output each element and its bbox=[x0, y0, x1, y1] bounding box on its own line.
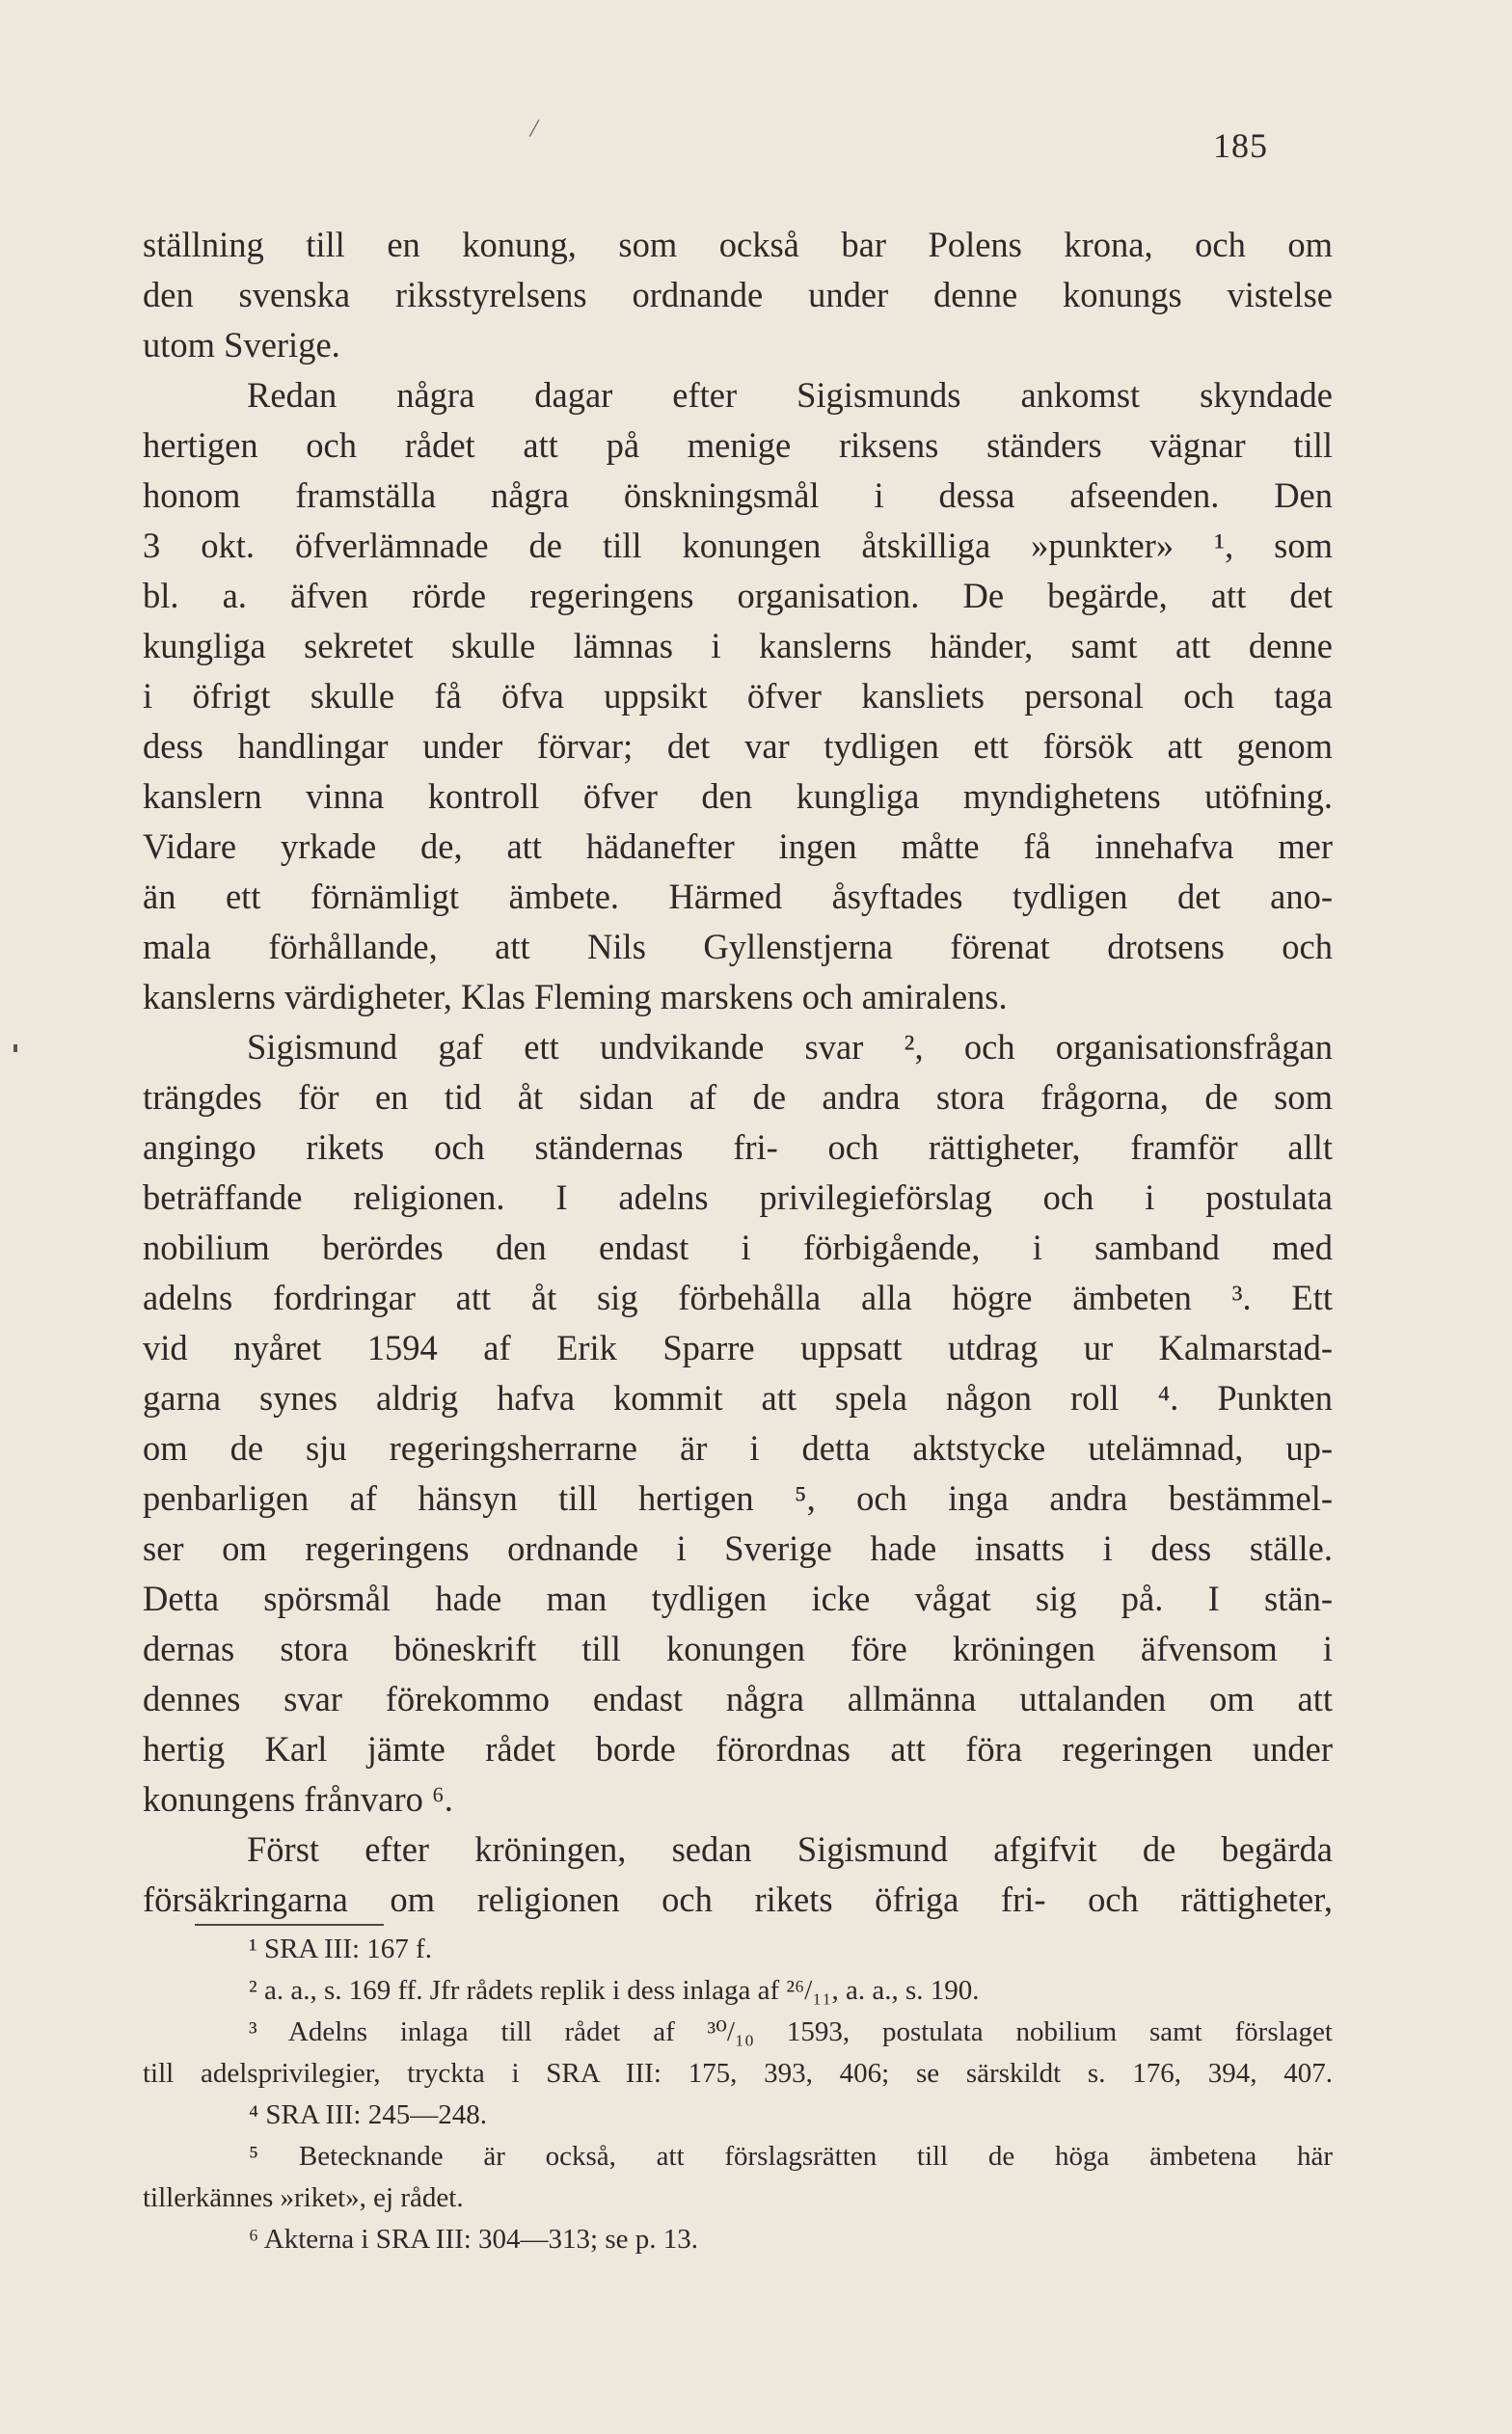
text-line: trängdes för en tid åt sidan af de andra stora frågorna, de som bbox=[143, 1077, 1333, 1117]
text-line: honom framställa några önskningsmål i dessa afseenden. Den bbox=[143, 475, 1333, 515]
text-line: hertig Karl jämte rådet borde förordnas att föra regeringen under bbox=[143, 1729, 1333, 1769]
footnote-line: tillerkännes »riket», ej rådet. bbox=[143, 2182, 464, 2213]
pencil-mark: / bbox=[527, 113, 541, 145]
text-line: mala förhållande, att Nils Gyllenstjerna förenat drotsens och bbox=[143, 927, 1333, 966]
footnote-rule bbox=[195, 1924, 384, 1926]
footnote-line: ³ Adelns inlaga till rådet af ³⁰/₁₀ 1593, postulata nobilium samt förslaget bbox=[249, 2016, 1333, 2047]
text-line: 3 okt. öfverlämnade de till konungen åtskilliga »punkter» ¹, som bbox=[143, 526, 1333, 565]
text-line: adelns fordringar att åt sig förbehålla alla högre ämbeten ³. Ett bbox=[143, 1278, 1333, 1317]
text-line: om de sju regeringsherrarne är i detta aktstycke utelämnad, up- bbox=[143, 1428, 1333, 1468]
text-line: kungliga sekretet skulle lämnas i kanslerns händer, samt att denne bbox=[143, 626, 1333, 665]
body-text bbox=[143, 220, 1333, 1925]
text-line: Sigismund gaf ett undvikande svar ², och organisationsfrågan bbox=[247, 1027, 1333, 1067]
text-line: Redan några dagar efter Sigismunds ankomst skyndade bbox=[247, 375, 1333, 415]
text-line: vid nyåret 1594 af Erik Sparre uppsatt utdrag ur Kalmarstad- bbox=[143, 1328, 1333, 1367]
text-line: Vidare yrkade de, att hädanefter ingen måtte få innehafva mer bbox=[143, 826, 1333, 866]
text-line: Detta spörsmål hade man tydligen icke vågat sig på. I stän- bbox=[143, 1579, 1333, 1618]
text-line: kanslern vinna kontroll öfver den kungliga myndighetens utöfning. bbox=[143, 776, 1333, 816]
text-line: än ett förnämligt ämbete. Härmed åsyftades tydligen det ano- bbox=[143, 877, 1333, 916]
text-line: angingo rikets och ständernas fri- och rättigheter, framför allt bbox=[143, 1127, 1333, 1167]
text-line: penbarligen af hänsyn till hertigen ⁵, och inga andra bestämmel- bbox=[143, 1478, 1333, 1518]
text-line: konungens frånvaro ⁶. bbox=[143, 1779, 453, 1819]
margin-speck bbox=[14, 1044, 17, 1052]
text-line: bl. a. äfven rörde regeringens organisation. De begärde, att det bbox=[143, 576, 1333, 615]
text-line: beträffande religionen. I adelns privilegieförslag och i postulata bbox=[143, 1177, 1333, 1217]
text-line: dernas stora böneskrift till konungen före kröningen äfvensom i bbox=[143, 1629, 1333, 1668]
text-line: den svenska riksstyrelsens ordnande under denne konungs vistelse bbox=[143, 275, 1333, 314]
footnotes bbox=[143, 1929, 1333, 2260]
text-line: ser om regeringens ordnande i Sverige hade insatts i dess ställe. bbox=[143, 1528, 1333, 1568]
text-line: utom Sverige. bbox=[143, 325, 340, 365]
footnote-line: ¹ SRA III: 167 f. bbox=[249, 1934, 432, 1964]
text-line: i öfrigt skulle få öfva uppsikt öfver kansliets personal och taga bbox=[143, 676, 1333, 716]
text-line: försäkringarna om religionen och rikets öfriga fri- och rättigheter, bbox=[143, 1880, 1333, 1919]
text-line: garna synes aldrig hafva kommit att spela någon roll ⁴. Punkten bbox=[143, 1378, 1333, 1418]
footnote-line: ⁶ Akterna i SRA III: 304—313; se p. 13. bbox=[249, 2224, 699, 2255]
text-line: dennes svar förekommo endast några allmänna uttalanden om att bbox=[143, 1679, 1333, 1718]
footnote-line: till adelsprivilegier, tryckta i SRA III: 175, 393, 406; se särskildt s. 176, 394, 407. bbox=[143, 2058, 1333, 2089]
text-line: kanslerns värdigheter, Klas Fleming marskens och amiralens. bbox=[143, 977, 1008, 1016]
footnote-line: ⁴ SRA III: 245—248. bbox=[249, 2099, 487, 2130]
text-line: ställning till en konung, som också bar Polens krona, och om bbox=[143, 225, 1333, 264]
text-line: Först efter kröningen, sedan Sigismund afgifvit de begärda bbox=[247, 1829, 1333, 1869]
text-line: nobilium berördes den endast i förbigående, i samband med bbox=[143, 1228, 1333, 1267]
text-line: hertigen och rådet att på menige riksens ständers vägnar till bbox=[143, 425, 1333, 465]
footnote-line: ² a. a., s. 169 ff. Jfr rådets replik i dess inlaga af ²⁶/₁₁, a. a., s. 190. bbox=[249, 1975, 980, 2006]
text-line: dess handlingar under förvar; det var tydligen ett försök att genom bbox=[143, 726, 1333, 766]
page-number: 185 bbox=[1213, 126, 1268, 165]
footnote-line: ⁵ Betecknande är också, att förslagsrätten till de höga ämbetena här bbox=[249, 2141, 1333, 2172]
